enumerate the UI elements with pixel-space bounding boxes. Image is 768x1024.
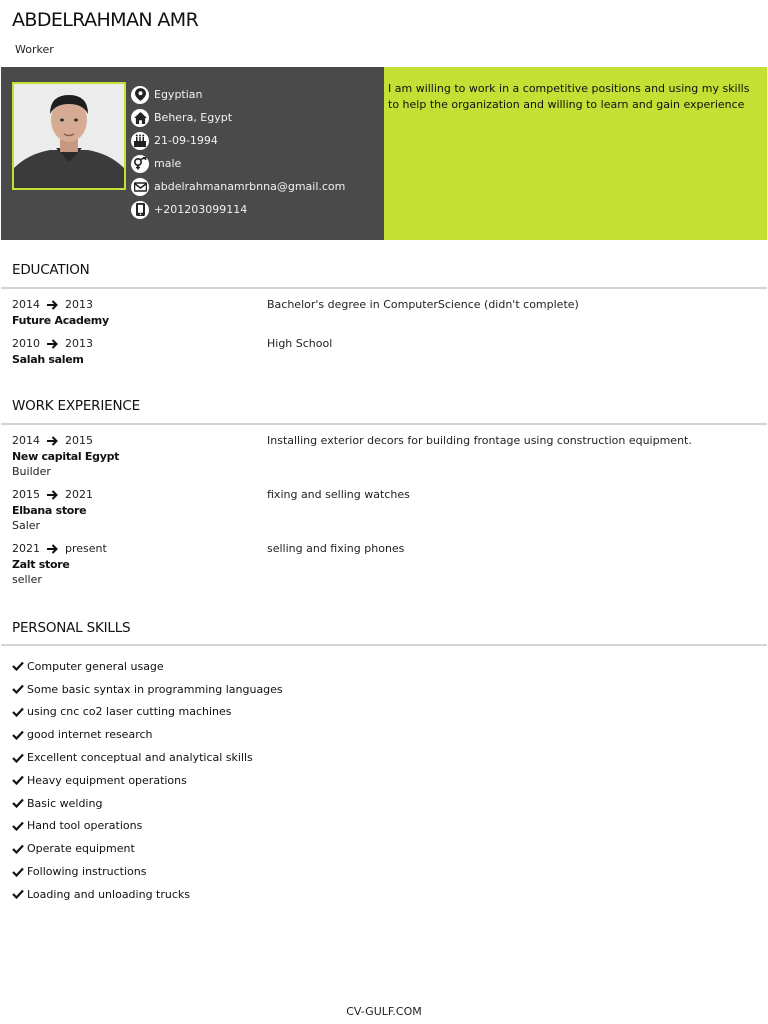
- home-icon: [131, 109, 149, 127]
- education-entry: [12, 298, 762, 328]
- education-heading: EDUCATION: [12, 262, 90, 278]
- skill-label: Operate equipment: [27, 842, 135, 856]
- birthdate-row: [131, 129, 345, 152]
- end-year: present: [65, 542, 107, 555]
- summary-panel: [384, 67, 767, 240]
- check-icon: [12, 844, 24, 854]
- experience-position: Builder: [12, 465, 51, 478]
- arrow-right-icon: [47, 339, 58, 349]
- skill-item: [12, 655, 283, 678]
- email-text: abdelrahmanamrbnna@gmail.com: [154, 180, 346, 193]
- skill-label: Loading and unloading trucks: [27, 887, 191, 901]
- skill-label: Excellent conceptual and analytical skills: [27, 751, 253, 765]
- check-icon: [12, 889, 24, 899]
- skill-label: Basic welding: [27, 796, 103, 810]
- phone-text: +201203099114: [154, 203, 248, 216]
- experience-entry: [12, 542, 762, 588]
- education-institution: Future Academy: [12, 314, 109, 327]
- education-dates: [12, 337, 93, 350]
- skill-item: [12, 883, 283, 906]
- birthdate-text: 21-09-1994: [154, 134, 218, 147]
- education-description: High School: [267, 337, 333, 350]
- email-icon: [131, 178, 149, 196]
- address-text: Behera, Egypt: [154, 111, 233, 124]
- skill-label: Hand tool operations: [27, 819, 143, 833]
- start-year: 2014: [12, 434, 40, 447]
- phone-row: [131, 198, 345, 221]
- experience-entry: [12, 434, 762, 480]
- skill-item: [12, 723, 283, 746]
- experience-entry: [12, 488, 762, 534]
- skill-item: [12, 678, 283, 701]
- experience-position: Saler: [12, 519, 41, 532]
- check-icon: [12, 707, 24, 717]
- birthday-cake-icon: [131, 132, 149, 150]
- footer-brand: CV-GULF.COM: [346, 1005, 422, 1018]
- education-description: Bachelor's degree in ComputerScience (didn't complete): [267, 298, 579, 311]
- personal-info-list: [131, 83, 345, 221]
- skill-label: Heavy equipment operations: [27, 773, 187, 787]
- skill-label: Following instructions: [27, 865, 147, 879]
- address-row: [131, 106, 345, 129]
- candidate-name: ABDELRAHMAN AMR: [12, 9, 199, 31]
- education-institution: Salah salem: [12, 353, 84, 366]
- experience-description: selling and fixing phones: [267, 542, 405, 555]
- check-icon: [12, 775, 24, 785]
- skill-item: [12, 815, 283, 838]
- experience-heading: WORK EXPERIENCE: [12, 398, 140, 414]
- map-pin-icon: [131, 86, 149, 104]
- experience-description: Installing exterior decors for building frontage using construction equipment.: [267, 434, 692, 447]
- phone-icon: [131, 201, 149, 219]
- gender-row: [131, 152, 345, 175]
- education-divider: [1, 287, 767, 289]
- check-icon: [12, 661, 24, 671]
- candidate-title: Worker: [15, 43, 54, 56]
- skill-item: [12, 769, 283, 792]
- check-icon: [12, 753, 24, 763]
- skill-item: [12, 701, 283, 724]
- arrow-right-icon: [47, 490, 58, 500]
- experience-dates: [12, 542, 107, 555]
- end-year: 2021: [65, 488, 93, 501]
- experience-company: New capital Egypt: [12, 450, 120, 463]
- experience-dates: [12, 488, 93, 501]
- education-dates: [12, 298, 93, 311]
- start-year: 2015: [12, 488, 40, 501]
- check-icon: [12, 684, 24, 694]
- education-entry: [12, 337, 762, 367]
- experience-divider: [1, 423, 767, 425]
- arrow-right-icon: [47, 300, 58, 310]
- check-icon: [12, 730, 24, 740]
- profile-banner: [1, 67, 767, 240]
- profile-photo: [12, 82, 126, 190]
- arrow-right-icon: [47, 436, 58, 446]
- skill-item: [12, 860, 283, 883]
- experience-position: seller: [12, 573, 42, 586]
- skill-label: good internet research: [27, 728, 153, 742]
- arrow-right-icon: [47, 544, 58, 554]
- check-icon: [12, 798, 24, 808]
- start-year: 2021: [12, 542, 40, 555]
- gender-text: male: [154, 157, 182, 170]
- end-year: 2015: [65, 434, 93, 447]
- gender-icon: [131, 155, 149, 173]
- experience-description: fixing and selling watches: [267, 488, 410, 501]
- skills-list: [12, 655, 283, 906]
- skill-item: [12, 792, 283, 815]
- personal-info-panel: [1, 67, 384, 240]
- skills-divider: [1, 644, 767, 646]
- experience-dates: [12, 434, 93, 447]
- start-year: 2014: [12, 298, 40, 311]
- end-year: 2013: [65, 298, 93, 311]
- skills-heading: PERSONAL SKILLS: [12, 620, 131, 636]
- start-year: 2010: [12, 337, 40, 350]
- skill-label: Some basic syntax in programming languages: [27, 682, 283, 696]
- nationality-row: [131, 83, 345, 106]
- check-icon: [12, 867, 24, 877]
- end-year: 2013: [65, 337, 93, 350]
- email-row: [131, 175, 345, 198]
- check-icon: [12, 821, 24, 831]
- nationality-text: Egyptian: [154, 88, 203, 101]
- skill-item: [12, 837, 283, 860]
- experience-company: Elbana store: [12, 504, 87, 517]
- skill-label: using cnc co2 laser cutting machines: [27, 705, 232, 719]
- profile-summary: I am willing to work in a competitive positions and using my skills to help the organization and willing to learn and gain experience: [388, 82, 750, 111]
- skill-label: Computer general usage: [27, 659, 164, 673]
- experience-company: Zalt store: [12, 558, 70, 571]
- skill-item: [12, 746, 283, 769]
